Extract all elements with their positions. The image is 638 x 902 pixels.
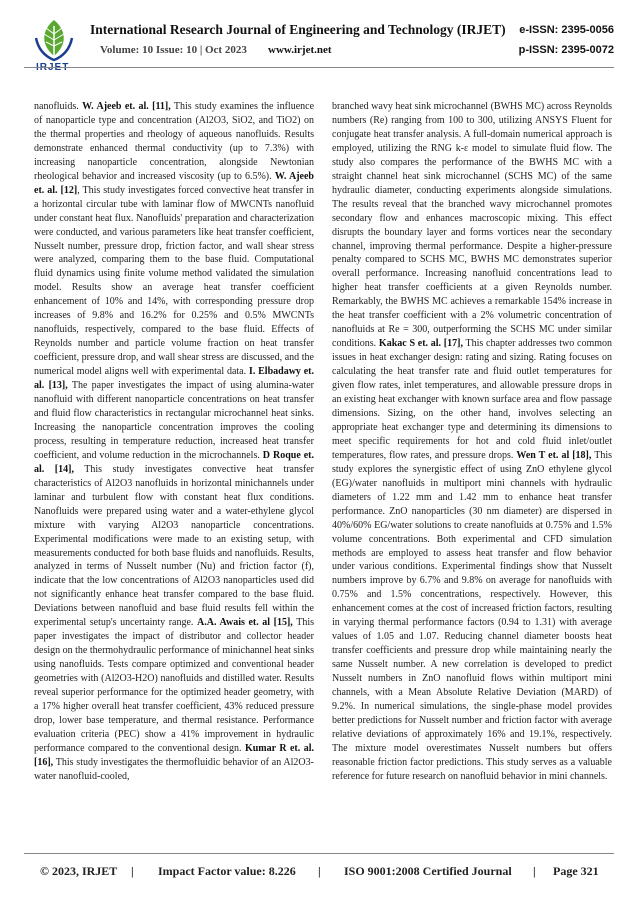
page-footer bbox=[0, 864, 638, 884]
pissn: p-ISSN: 2395-0072 bbox=[518, 44, 614, 56]
footer-copyright: © 2023, IRJET bbox=[40, 864, 118, 878]
footer-iso: ISO 9001:2008 Certified Journal bbox=[344, 864, 512, 878]
citation-reference: Wen T et. al [18], bbox=[516, 449, 592, 461]
citation-reference: D Roque et. al. [14], bbox=[34, 449, 314, 475]
body-text-run: This study investigates the thermofluidic behavior of an Al2O3-water nanofluid-cooled, bbox=[34, 756, 314, 782]
footer-divider bbox=[24, 853, 614, 854]
eissn: e-ISSN: 2395-0056 bbox=[519, 24, 614, 36]
citation-reference: A.A. Awais et. al [15], bbox=[197, 617, 293, 629]
footer-separator: | bbox=[131, 864, 134, 878]
footer-separator: | bbox=[533, 864, 536, 878]
footer-page-number: Page 321 bbox=[553, 864, 599, 878]
left-column bbox=[34, 100, 314, 784]
logo-text: IRJET bbox=[36, 62, 70, 73]
body-text-run: nanofluids. bbox=[34, 101, 83, 112]
citation-reference: W. Ajeeb et. al. [12] bbox=[34, 170, 314, 196]
citation-reference: Kumar R et. al. [16], bbox=[34, 742, 314, 768]
citation-reference: I. Elbadawy et. al. [13], bbox=[34, 366, 315, 392]
right-column bbox=[332, 100, 612, 784]
left-column-text bbox=[34, 100, 314, 784]
body-text-run: , This study investigates forced convective heat transfer in a horizontal circular tube with laminar flow of MWCNTs nanofluid under constant heat flux. Nanofluids' preparation and characterization were conducted, and various parameters like heat transfer coefficient, Nusselt number, pressure drop, friction factor, and wall shear stress were analyzed, comparing them to the base fluid. Computational fluid dynamics using finite volume method validated the simulation model. Results show an average heat transfer coefficient enhancement of 10% and 14%, with corresponding pressure drop increases of 9.8% and 16.2% for 0.25% and 0.5% MWCNTs nanofluids, respectively, compared to the base fluid. Effects of Reynolds number and particle volume fraction on heat transfer coefficient, pressure drop, and wall shear stress are discussed, and the numerical model aligns well with experimental data. bbox=[34, 184, 314, 378]
body-text-run: This study examines the influence of nanoparticle type and concentration (Al2O3, SiO2, and TiO2) on the thermal properties and rheology of aqueous nanofluids. Results demonstrate enhanced thermal conductivity (up to 7.3%) with increasing nanoparticle concentration, alongside Newtonian rheological behavior and increased viscosity (up to 6.5%). bbox=[34, 101, 315, 182]
volume-info: Volume: 10 Issue: 10 | Oct 2023 bbox=[100, 44, 247, 56]
journal-title: International Research Journal of Engineering and Technology (IRJET) bbox=[90, 22, 506, 37]
body-text-run: This study explores the synergistic effect of using ZnO ethylene glycol (EG)/water nanofluids in multiport mini channels with hydraulic diameters of 1.22 mm and 1.42 mm to enhance heat transfer performance. ZnO nanoparticles (30 nm diameter) are dispersed in 40%/60% EG/water solutions to create nanofluids at 0.75% and 1.5% volume concentrations. Both experimental and CFD simulation methods are employed to assess heat transfer and flow behavior under various conditions. Experimental findings show that Nusselt numbers improve by 6.7% and 9.8% on average for nanofluids with 0.75% and 1.5% concentrations, respectively. However, this enhancement comes at the cost of increased friction factors, resulting in varying thermal performance factors (0.94 to 1.31) with average values of 1.05 and 1.07. Reducing channel diameter boosts heat transfer coefficients and pressure drop while maintaining nearly the same Nusselt number. A new correlation is developed to predict Nusselt numbers in ZnO nanofluid flows within multiport mini channels, with a Mean Absolute Relative Deviation (MARD) of 9.2%. In numerical simulations, the single-phase model provides better predictions for Nusselt number and friction factor with average relative deviations of approximately 16% and 19.1%, respectively. The mixture model overestimates Nusselt numbers but offers reasonable friction factor predictions. This study serves as a valuable reference for future research on nanofluid behavior in mini channels. bbox=[332, 449, 612, 782]
citation-reference: W. Ajeeb et. al. [11], bbox=[82, 101, 171, 112]
citation-reference: Kakac S et. al. [17], bbox=[378, 338, 463, 350]
page-header bbox=[0, 0, 638, 84]
journal-website[interactable]: www.irjet.net bbox=[268, 44, 332, 56]
body-text-run: The paper investigates the impact of using alumina-water nanofluid with different nanoparticle concentrations on heat transfer and fluid flow characteristics in rectangular microchannel heat sinks. Increasing the nanoparticle concentration improves the cooling process, resulting in temperature reduction, increased heat transfer coefficient, and volume reduction in the microchannels. bbox=[34, 380, 314, 461]
body-text-run: This study investigates convective heat transfer characteristics of Al2O3 nanofluids in horizontal minichannels under laminar and turbulent flow with constant heat flux conditions. Nanofluids were prepared using water and a water-ethylene glycol mixture with varying Al2O3 nanoparticle concentrations. Experimental modifications were made to an existing setup, with measurements conducted for both base fluids and nanofluids. Results, analyzed in terms of Nusselt number (Nu) and friction factor (f), indicate that the low concentrations of Al2O3 nanoparticles used did not significantly enhance heat transfer compared to the base fluid. Deviations between nanofluid and base fluid results fell within the experimental setup's uncertainty range. bbox=[34, 463, 314, 629]
footer-impact-factor: Impact Factor value: 8.226 bbox=[158, 864, 296, 878]
body-text-run: This paper investigates the impact of distributor and collector header design on the thermohydraulic performance of minichannel heat sinks using nanofluids. Tests compare optimized and conventional header geometries with (Al2O3-H2O) nanofluids and distilled water. Results reveal superior performance for the optimized header geometry, with a 17% higher overall heat transfer coefficient, 43% reduced pressure drop, lower base temperature, and thermal resistance. Performance evaluation criteria (PEC) show a 41% improvement in hydraulic performance compared to the conventional design. bbox=[34, 617, 314, 754]
footer-separator: | bbox=[318, 864, 321, 878]
body-text-run: branched wavy heat sink microchannel (BWHS MC) across Reynolds numbers (Re) ranging from 100 to 300, utilizing ANSYS Fluent for conjugate heat transfer analysis. A full-domain numerical approach is employed, utilizing the RNG k-ε model to simulate fluid flow. The study also compares the performance of the BWHS MC with a straight channel heat sink microchannel (SCHS MC) of the same hydraulic diameter, conducting experiments alongside simulations. The results reveal that the branched wavy microchannel promotes secondary flow and enhances macroscopic mixing. This effect disrupts the boundary layer and forms vortices near the secondary channel, improving thermal performance. Despite a higher-pressure penalty compared to SCHS MC, BWHS MC demonstrates superior overall performance. Increasing nanofluid concentrations lead to higher heat transfer coefficients at a given Reynolds number. Remarkably, the BWHS MC achieves a remarkable 154% increase in the heat transfer coefficient with a 2% volumetric concentration of nanofluids at Re = 300, outperforming the SCHS MC under similar conditions. bbox=[332, 101, 612, 350]
header-divider bbox=[24, 67, 614, 68]
body-text-run: This chapter addresses two common issues in heat exchanger design: rating and sizing. Rating focuses on calculating the heat transfer rate and fluid outlet temperatures for given flow rates, inlet temperatures, and allowable pressure drops in an existing heat exchanger with known surface area and flow passage dimensions. Sizing, on the other hand, involves selecting an appropriate heat exchanger type and determining its dimensions to meet specific requirements for hot and cold fluid inlet/outlet temperatures, flow rates, and pressure drops. bbox=[332, 338, 613, 461]
right-column-text bbox=[332, 100, 612, 784]
